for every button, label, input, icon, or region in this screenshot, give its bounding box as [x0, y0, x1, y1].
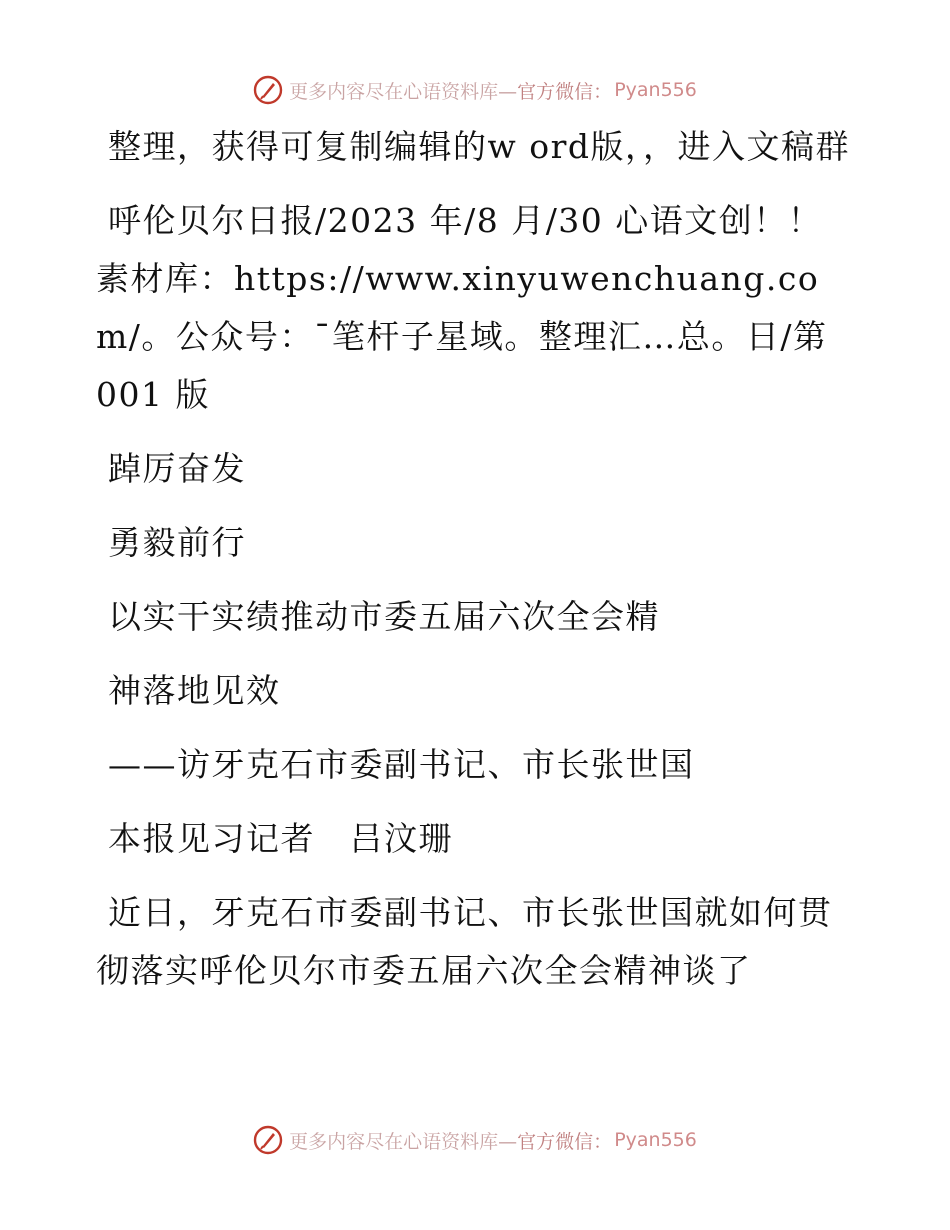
- paragraph: 呼伦贝尔日报/2023 年/8 月/30 心语文创！！素材库：https://www.xinyuwenchuang.com/。公众号：¯笔杆子星域。整理汇…总。日/第 001 版: [96, 201, 828, 414]
- quill-logo-icon: [253, 1125, 283, 1155]
- banner-main-text: 更多内容尽在心语资料库—: [289, 80, 518, 103]
- footer-watermark: [0, 1120, 950, 1160]
- banner-main-text: 更多内容尽在心语资料库—: [289, 1130, 518, 1153]
- banner-wechat-label: 官方微信：: [517, 1130, 613, 1153]
- paragraph: ——访牙克石市委副书记、市长张世国: [108, 745, 695, 784]
- header-watermark: [0, 70, 950, 110]
- banner-wechat-label: 官方微信：: [517, 80, 613, 103]
- paragraph: 本报见习记者 吕汶珊: [108, 819, 453, 858]
- quill-logo-icon: [253, 75, 283, 105]
- banner-wechat-id: Pyan556: [614, 1129, 697, 1151]
- paragraph: 近日，牙克石市委副书记、市长张世国就如何贯彻落实呼伦贝尔市委五届六次全会精神谈了: [96, 893, 833, 990]
- paragraph: 整理，获得可复制编辑的w ord版，，进入文稿群: [108, 127, 851, 166]
- document-body: [96, 118, 856, 1000]
- banner-wechat-id: Pyan556: [614, 79, 697, 101]
- paragraph: 以实干实绩推动市委五届六次全会精: [108, 597, 660, 636]
- paragraph: 踔厉奋发: [108, 449, 246, 488]
- paragraph: 勇毅前行: [108, 523, 246, 562]
- paragraph: 神落地见效: [108, 671, 281, 710]
